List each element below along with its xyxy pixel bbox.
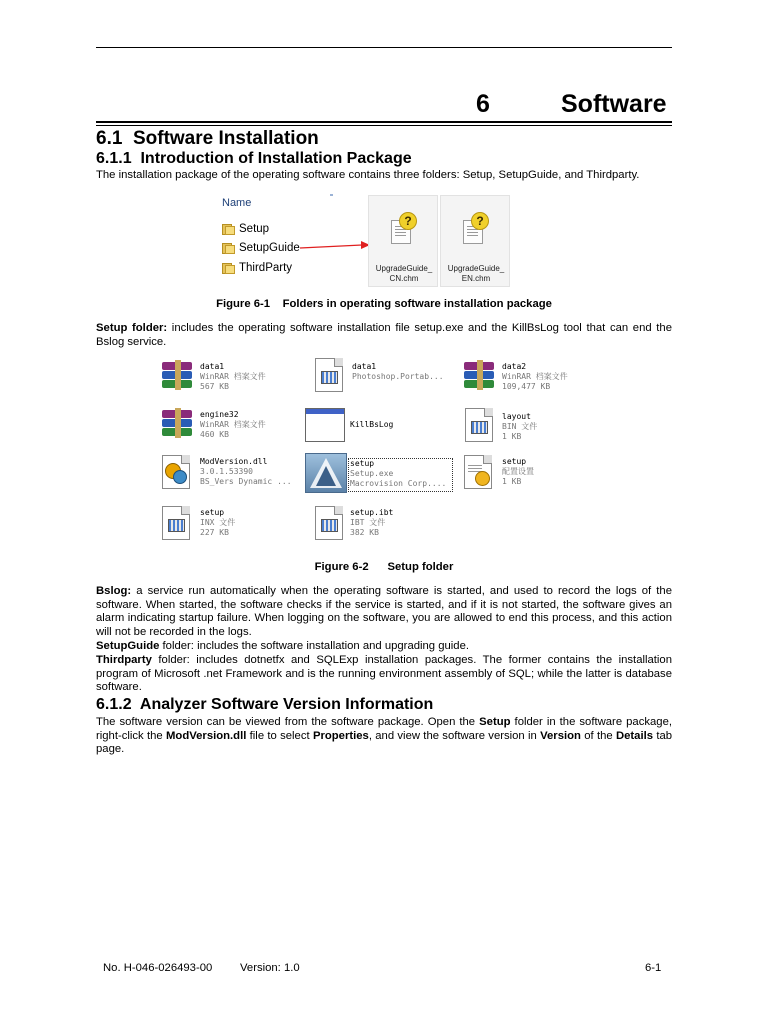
section-6-1-2-paragraph (96, 716, 672, 757)
figure-6-1 (218, 190, 528, 290)
chm-filename-line2: EN.chm (461, 274, 491, 283)
bslog-paragraph (96, 585, 672, 640)
file-type: INX 文件 (200, 518, 236, 527)
header-rule (96, 47, 672, 48)
winrar-icon (460, 360, 500, 390)
config-settings-icon (464, 455, 492, 489)
question-mark-icon: ? (471, 212, 489, 230)
file-size: Macrovision Corp.... (350, 479, 447, 488)
winrar-icon (158, 408, 198, 438)
bslog-text: a service run automatically when the operating software is started, and used to record the logs of the software. When started, the software checks if the service is started, and if it is not started, the software gives an alarm indicating startup failure. When logging on the software, you are allowed to end this process, and this action will not be recorded in the logs. (96, 585, 672, 639)
folder-label: Setup (239, 223, 270, 235)
file-size: 460 KB (200, 430, 229, 439)
file-name: KillBsLog (350, 420, 394, 429)
file-type: IBT 文件 (350, 518, 386, 527)
file-name: setup (502, 457, 527, 466)
text-run: , and view the software version in (368, 729, 541, 742)
file-name: setup (350, 459, 375, 468)
file-size: 1 KB (502, 477, 522, 486)
file-type: BIN 文件 (502, 422, 538, 431)
header-tick (330, 194, 333, 196)
setupguide-label: SetupGuide (96, 640, 160, 652)
bslog-label: Bslog: (96, 585, 132, 597)
file-name: data2 (502, 362, 527, 371)
file-size: 227 KB (200, 528, 229, 537)
file-item-data1-rar (158, 360, 266, 391)
section-6-1-title: 6.1 Software Installation (96, 128, 319, 149)
setup-folder-label: Setup folder: (96, 322, 168, 334)
bold-run: Version (540, 729, 581, 742)
folder-thirdparty (222, 262, 292, 274)
file-item-engine32-rar (158, 408, 266, 439)
section-6-1-1-title: 6.1.1 Introduction of Installation Package (96, 150, 412, 167)
file-name: setup (200, 508, 225, 517)
thirdparty-text: folder: includes dotnetfx and SQLExp installation packages. The former contains the installation program of Microsoft .net Framework and is the running environment assembly of SQL; while the latter is database software. (96, 654, 672, 694)
folder-icon (222, 263, 235, 274)
setup-folder-text: includes the operating software installation file setup.exe and the KillBsLog tool that can end the Bslog service. (96, 322, 672, 348)
winrar-icon (158, 360, 198, 390)
setup-folder-paragraph (96, 322, 672, 349)
bold-run: Details (615, 729, 654, 742)
file-type: 配置设置 (502, 467, 534, 476)
grid-document-icon (315, 506, 343, 540)
folder-label: SetupGuide (239, 242, 300, 254)
application-window-icon (305, 408, 345, 442)
question-mark-icon: ? (399, 212, 417, 230)
chm-file-cn (368, 195, 438, 287)
file-type: WinRAR 档案文件 (200, 420, 266, 429)
text-run: of the (580, 729, 616, 742)
folder-setupguide (222, 242, 300, 254)
file-name: ModVersion.dll (200, 457, 268, 466)
chm-filename-line2: CN.chm (389, 274, 419, 283)
grid-document-icon (465, 408, 493, 442)
file-type: WinRAR 档案文件 (502, 372, 568, 381)
dll-gear-icon (162, 455, 190, 489)
text-run: file to select (246, 729, 313, 742)
red-arrow (298, 240, 372, 254)
bold-run: ModVersion.dll (166, 729, 247, 742)
file-name: engine32 (200, 410, 239, 419)
text-run: tab page. (96, 729, 673, 756)
footer-version: Version: 1.0 (240, 962, 300, 974)
setupguide-paragraph (96, 640, 672, 654)
bold-run: Setup (479, 716, 511, 728)
footer-doc-number: No. H-046-026493-00 (103, 962, 213, 974)
file-type: Photoshop.Portab... (352, 372, 444, 381)
chapter-number: 6 (476, 90, 490, 118)
text-run: folder in the software package, right-click the (96, 716, 672, 742)
chm-filename-line1: UpgradeGuide_ (375, 264, 433, 273)
name-column-header: Name (222, 197, 252, 209)
chapter-rule-thin (96, 125, 672, 126)
grid-document-icon (315, 358, 343, 392)
figure-6-2-caption: Figure 6-2 Setup folder (314, 561, 454, 573)
footer-page-number: 6-1 (645, 962, 662, 974)
installer-icon (305, 453, 347, 493)
text-run: The software version can be viewed from the software package. Open the (96, 716, 480, 728)
file-size: BS_Vers Dynamic ... (200, 477, 292, 486)
chm-filename-line1: UpgradeGuide_ (447, 264, 505, 273)
folder-setup (222, 223, 269, 235)
chapter-title: Software (561, 90, 667, 118)
thirdparty-paragraph (96, 654, 672, 695)
folder-icon (222, 224, 235, 235)
folder-label: ThirdParty (239, 262, 293, 274)
file-name: data1 (200, 362, 225, 371)
chm-file-en (440, 195, 510, 287)
file-size: 382 KB (350, 528, 379, 537)
grid-document-icon (162, 506, 190, 540)
thirdparty-label: Thirdparty (96, 654, 152, 666)
file-type: 3.0.1.53390 (200, 467, 253, 476)
file-name: layout (502, 412, 531, 421)
folder-icon (222, 243, 235, 254)
file-type: WinRAR 档案文件 (200, 372, 266, 381)
file-size: 1 KB (502, 432, 522, 441)
file-size: 109,477 KB (502, 382, 551, 391)
bold-run: Properties (312, 729, 369, 742)
section-6-1-2-title: 6.1.2 Analyzer Software Version Information (96, 696, 434, 713)
section-6-1-1-intro: The installation package of the operating software contains three folders: Setup, SetupGuide, and Thirdparty. (96, 169, 640, 181)
chapter-rule-thick (96, 121, 672, 123)
file-name: setup.ibt (350, 508, 394, 517)
figure-6-1-caption: Figure 6-1 Folders in operating software installation package (216, 298, 552, 310)
file-type: Setup.exe (350, 469, 394, 478)
file-size: 567 KB (200, 382, 229, 391)
file-item-data2-rar (460, 360, 568, 391)
setupguide-text: folder: includes the software installation and upgrading guide. (159, 640, 470, 652)
figure-6-2 (150, 355, 610, 550)
file-name: data1 (352, 362, 377, 371)
